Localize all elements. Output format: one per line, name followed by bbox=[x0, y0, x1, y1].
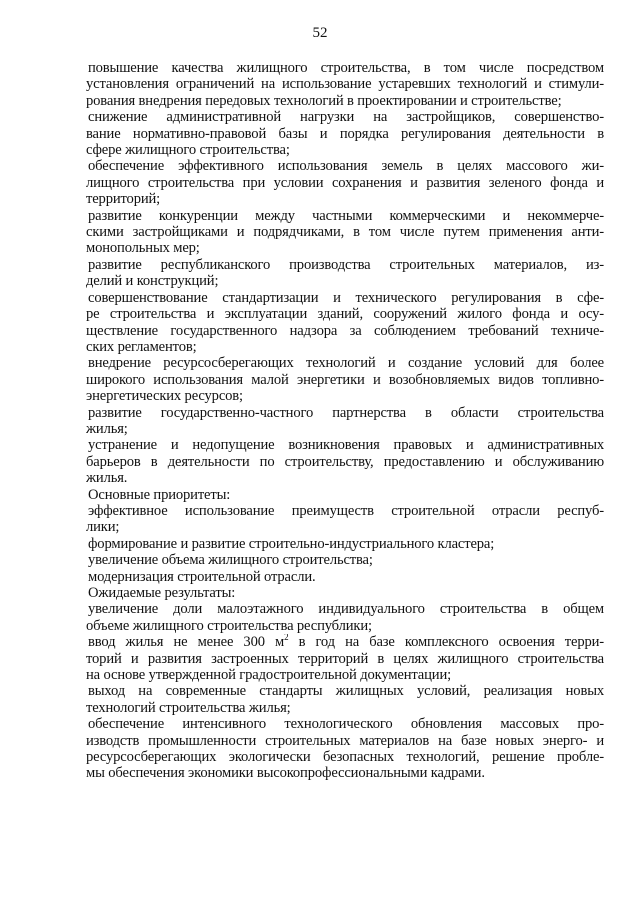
paragraph bbox=[88, 355, 604, 404]
text-line: скими застройщиками и подрядчиками, в том числе путем применения анти- bbox=[86, 224, 604, 241]
text-line: широкого использования малой энергетики и возобновляемых видов топливно- bbox=[86, 371, 604, 388]
paragraph bbox=[88, 585, 604, 601]
paragraph bbox=[88, 552, 604, 568]
document-body bbox=[88, 60, 604, 782]
paragraph bbox=[88, 601, 604, 634]
text-line: совершенствование стандартизации и технического регулирования в сфе- bbox=[88, 289, 604, 306]
text-line: рования внедрения передовых технологий в проектировании и строительстве; bbox=[86, 92, 562, 109]
text-line: обеспечение интенсивного технологического обновления массовых про- bbox=[88, 716, 604, 733]
superscript-two: 2 bbox=[284, 634, 289, 643]
text-line: Ожидаемые результаты: bbox=[88, 585, 236, 601]
paragraph bbox=[88, 208, 604, 257]
paragraph bbox=[88, 503, 604, 536]
paragraph bbox=[88, 109, 604, 158]
paragraph bbox=[88, 437, 604, 486]
text-line: развитие республиканского производства строительных материалов, из- bbox=[88, 256, 604, 273]
text-line: эффективное использование преимуществ строительной отрасли респуб- bbox=[88, 502, 604, 519]
paragraph bbox=[88, 634, 604, 683]
text-line: модернизация строительной отрасли. bbox=[88, 568, 316, 585]
text-line: мы обеспечения экономики высокопрофессиональными кадрами. bbox=[86, 765, 485, 782]
text-line: обеспечение эффективного использования земель в целях массового жи- bbox=[88, 158, 604, 175]
text-line: выход на современные стандарты жилищных условий, реализация новых bbox=[88, 683, 604, 700]
text-line: торий и развития застроенных территорий в целях жилищного строительства bbox=[86, 650, 604, 667]
text-line: ввод жилья не менее 300 $м^2$ в год на базе комплексного освоения терри- bbox=[88, 634, 604, 651]
text-line: жилья. bbox=[86, 470, 128, 487]
text-line: вание нормативно-правовой базы и порядка регулирования деятельности в bbox=[86, 125, 604, 142]
text-line: развитие государственно-частного партнерства в области строительства bbox=[88, 404, 604, 421]
text-line: ских регламентов; bbox=[86, 338, 197, 355]
text-line: внедрение ресурсосберегающих технологий и создание условий для более bbox=[88, 355, 604, 372]
paragraph bbox=[88, 158, 604, 207]
text-line: ре строительства и эксплуатации зданий, сооружений жилого фонда и осу- bbox=[86, 306, 604, 323]
text-line: монопольных мер; bbox=[86, 240, 200, 257]
paragraph bbox=[88, 290, 604, 356]
text-line: на основе утвержденной градостроительной документации; bbox=[86, 667, 452, 684]
text-line: сфере жилищного строительства; bbox=[86, 142, 290, 159]
text-line: барьеров в деятельности по строительству, предоставлению и обслуживанию bbox=[86, 453, 604, 470]
text-line: ресурсосберегающих экологически безопасных технологий, решение пробле- bbox=[86, 749, 604, 766]
paragraph bbox=[88, 569, 604, 585]
text-line: увеличение доли малоэтажного индивидуального строительства в общем bbox=[88, 601, 604, 618]
text-line: установления ограничений на использование устаревших технологий и стимули- bbox=[86, 76, 604, 93]
text-line: формирование и развитие строительно-индустриального кластера; bbox=[88, 535, 495, 552]
page-number: 52 bbox=[312, 25, 328, 41]
text-line: ществление государственного надзора за соблюдением требований техниче- bbox=[86, 322, 604, 339]
text-line: лики; bbox=[86, 519, 120, 536]
text-line: территорий; bbox=[86, 191, 161, 208]
text-line: увеличение объема жилищного строительства; bbox=[88, 552, 373, 569]
text-line: делий и конструкций; bbox=[86, 273, 219, 290]
text-line: развитие конкуренции между частными коммерческими и некоммерче- bbox=[88, 207, 604, 224]
text-line: жилья; bbox=[86, 420, 128, 437]
paragraph bbox=[88, 683, 604, 716]
text-line: снижение административной нагрузки на застройщиков, совершенство- bbox=[88, 109, 604, 126]
text-line: технологий строительства жилья; bbox=[86, 699, 291, 716]
paragraph bbox=[88, 60, 604, 109]
paragraph bbox=[88, 716, 604, 782]
paragraph bbox=[88, 536, 604, 552]
paragraph bbox=[88, 487, 604, 503]
text-line: лищного строительства при условии сохранения и развития зеленого фонда и bbox=[86, 174, 604, 191]
text-line: повышение качества жилищного строительства, в том числе посредством bbox=[88, 60, 604, 76]
text-line: объеме жилищного строительства республики; bbox=[86, 617, 372, 634]
paragraph bbox=[88, 257, 604, 290]
paragraph bbox=[88, 405, 604, 438]
text-line: Основные приоритеты: bbox=[88, 486, 231, 503]
text-line: устранение и недопущение возникновения правовых и административных bbox=[88, 437, 604, 454]
text-line: изводств промышленности строительных материалов на базе новых энерго- и bbox=[86, 732, 604, 749]
text-line: энергетических ресурсов; bbox=[86, 388, 243, 405]
